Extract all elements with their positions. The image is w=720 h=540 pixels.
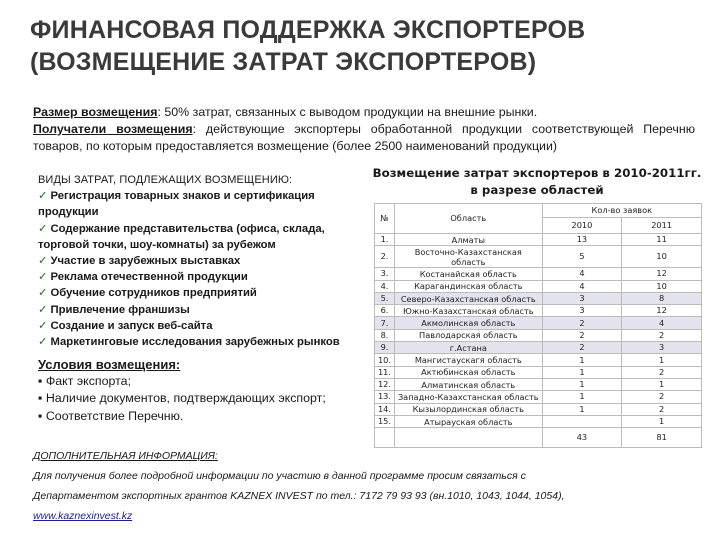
cost-type-item: [38, 318, 368, 334]
row-number-cell: 2.: [375, 246, 395, 268]
row-2011-cell: 1: [622, 354, 702, 366]
row-2010-cell: [542, 415, 622, 427]
cost-type-item: [38, 253, 368, 269]
table-row: [375, 378, 702, 390]
table-row: [375, 268, 702, 280]
total-empty-cell: [394, 428, 542, 448]
row-number-cell: 15.: [375, 415, 395, 427]
condition-item: [38, 390, 358, 407]
intro-block: [33, 104, 695, 155]
cost-type-item: [38, 269, 368, 285]
page-title: [30, 14, 710, 78]
cost-type-label: Реклама отечественной продукции: [50, 271, 248, 284]
row-2011-cell: 2: [622, 403, 702, 415]
row-number-cell: 5.: [375, 292, 395, 304]
row-2011-cell: 11: [622, 234, 702, 246]
row-2010-cell: 4: [542, 268, 622, 280]
row-2010-cell: 2: [542, 342, 622, 354]
title-line-2: (ВОЗМЕЩЕНИЕ ЗАТРАТ ЭКСПОРТЕРОВ): [30, 48, 537, 76]
recipients-label: Получатели возмещения: [33, 122, 193, 136]
table-row: [375, 329, 702, 341]
column-header-2011: 2011: [622, 218, 702, 234]
row-2010-cell: 3: [542, 305, 622, 317]
condition-label: Наличие документов, подтверждающих экспорт;: [45, 391, 326, 406]
additional-info-heading: ДОПОЛНИТЕЛЬНАЯ ИНФОРМАЦИЯ:: [33, 450, 218, 462]
column-header-applications: Кол-во заявок: [542, 204, 701, 218]
reimbursement-recipients: [33, 121, 695, 155]
cost-types-list: [38, 172, 368, 350]
bullet-icon: ▪: [38, 374, 43, 389]
row-2011-cell: 12: [622, 305, 702, 317]
table-row: [375, 317, 702, 329]
checkmark-icon: ✓: [38, 222, 48, 235]
row-2011-cell: 2: [622, 329, 702, 341]
column-header-number: №: [375, 204, 395, 234]
checkmark-icon: ✓: [38, 319, 48, 332]
table-row: [375, 246, 702, 268]
row-number-cell: 1.: [375, 234, 395, 246]
table-row: [375, 403, 702, 415]
row-number-cell: 10.: [375, 354, 395, 366]
additional-info: [33, 446, 703, 526]
checkmark-icon: ✓: [38, 287, 48, 300]
cost-type-item: [38, 188, 368, 220]
row-number-cell: 14.: [375, 403, 395, 415]
total-2011: 81: [622, 428, 702, 448]
row-2011-cell: 2: [622, 391, 702, 403]
row-region-cell: Кызылординская область: [394, 403, 542, 415]
row-number-cell: 13.: [375, 391, 395, 403]
additional-info-line-2: Департаментом экспортных грантов KAZNEX INVEST по тел.: 7172 79 93 93 (вн.1010, 1043, 1044, 1054),: [33, 490, 565, 502]
table-title-line-1: Возмещение затрат экспортеров в 2010-2011гг.: [372, 166, 702, 180]
table-row: [375, 280, 702, 292]
row-region-cell: Западно-Казахстанская область: [394, 391, 542, 403]
row-2010-cell: 1: [542, 391, 622, 403]
checkmark-icon: ✓: [38, 255, 48, 268]
additional-info-line-1: Для получения более подробной информации по участию в данной программе просим связаться с: [33, 470, 526, 482]
row-2011-cell: 3: [622, 342, 702, 354]
table-row: [375, 354, 702, 366]
bullet-icon: ▪: [38, 391, 43, 406]
applications-table: [374, 203, 702, 448]
bullet-icon: ▪: [38, 408, 43, 423]
row-region-cell: Актюбинская область: [394, 366, 542, 378]
row-2011-cell: 8: [622, 292, 702, 304]
condition-item: [38, 408, 358, 425]
cost-type-label: Участие в зарубежных выставках: [50, 255, 241, 268]
row-number-cell: 7.: [375, 317, 395, 329]
cost-type-item: [38, 285, 368, 301]
checkmark-icon: ✓: [38, 271, 48, 284]
row-2011-cell: 10: [622, 246, 702, 268]
row-region-cell: Костанайская область: [394, 268, 542, 280]
cost-type-item: [38, 302, 368, 318]
cost-types-heading: ВИДЫ ЗАТРАТ, ПОДЛЕЖАЩИХ ВОЗМЕЩЕНИЮ:: [38, 174, 293, 186]
cost-type-label: Содержание представительства (офиса, склада, торговой точки, шоу-комнаты) за рубежом: [38, 222, 325, 251]
table-row: [375, 342, 702, 354]
cost-type-item: [38, 334, 368, 350]
row-region-cell: г.Астана: [394, 342, 542, 354]
row-number-cell: 12.: [375, 378, 395, 390]
checkmark-icon: ✓: [38, 336, 48, 349]
row-2010-cell: 1: [542, 366, 622, 378]
table-row: [375, 415, 702, 427]
table-total-row: [375, 428, 702, 448]
conditions-block: [38, 356, 358, 425]
total-2010: 43: [542, 428, 622, 448]
row-2010-cell: 5: [542, 246, 622, 268]
row-region-cell: Карагандинская область: [394, 280, 542, 292]
table-title: [372, 165, 702, 199]
row-2010-cell: 2: [542, 317, 622, 329]
row-region-cell: Южно-Казахстанская область: [394, 305, 542, 317]
conditions-title: Условия возмещения:: [38, 357, 181, 372]
row-2010-cell: 1: [542, 403, 622, 415]
row-2010-cell: 1: [542, 378, 622, 390]
column-header-2010: 2010: [542, 218, 622, 234]
row-number-cell: 8.: [375, 329, 395, 341]
row-region-cell: Восточно-Казахстанская область: [394, 246, 542, 268]
condition-label: Соответствие Перечню.: [45, 408, 184, 423]
table-body: [375, 234, 702, 428]
row-2010-cell: 1: [542, 354, 622, 366]
recipients-text: : действующие экспортеры обработанной продукции соответствующей Перечню товаров, по которым предоставляется возмещение (более 2500 наименований продукции): [33, 122, 696, 153]
column-header-region: Область: [394, 204, 542, 234]
row-region-cell: Северо-Казахстанская область: [394, 292, 542, 304]
table-row: [375, 292, 702, 304]
row-region-cell: Павлодарская область: [394, 329, 542, 341]
reimbursement-size-text: : 50% затрат, связанных с выводом продукции на внешние рынки.: [157, 105, 538, 119]
checkmark-icon: ✓: [38, 190, 48, 203]
checkmark-icon: ✓: [38, 303, 48, 316]
row-region-cell: Акмолинская область: [394, 317, 542, 329]
row-2010-cell: 2: [542, 329, 622, 341]
row-number-cell: 4.: [375, 280, 395, 292]
row-2010-cell: 4: [542, 280, 622, 292]
row-region-cell: Алматы: [394, 234, 542, 246]
row-2011-cell: 4: [622, 317, 702, 329]
row-number-cell: 6.: [375, 305, 395, 317]
row-number-cell: 11.: [375, 366, 395, 378]
row-region-cell: Атырауская область: [394, 415, 542, 427]
title-line-1: ФИНАНСОВАЯ ПОДДЕРЖКА ЭКСПОРТЕРОВ: [30, 16, 586, 44]
row-2011-cell: 1: [622, 415, 702, 427]
cost-type-label: Создание и запуск веб-сайта: [50, 319, 213, 332]
website-link[interactable]: www.kaznexinvest.kz: [33, 510, 133, 522]
row-number-cell: 9.: [375, 342, 395, 354]
condition-label: Факт экспорта;: [45, 374, 132, 389]
row-2011-cell: 2: [622, 366, 702, 378]
row-2010-cell: 3: [542, 292, 622, 304]
table-header-row: [375, 204, 702, 218]
cost-type-label: Регистрация товарных знаков и сертификация продукции: [38, 190, 315, 219]
reimbursement-size: [33, 104, 695, 121]
row-2011-cell: 1: [622, 378, 702, 390]
table-row: [375, 366, 702, 378]
cost-type-label: Маркетинговые исследования зарубежных рынков: [50, 336, 340, 349]
condition-item: [38, 373, 358, 390]
table-title-line-2: в разрезе областей: [470, 183, 604, 197]
cost-type-label: Привлечение франшизы: [50, 303, 190, 316]
cost-type-label: Обучение сотрудников предприятий: [50, 287, 257, 300]
table-row: [375, 305, 702, 317]
table-row: [375, 391, 702, 403]
total-empty-cell: [375, 428, 395, 448]
table-row: [375, 234, 702, 246]
row-2010-cell: 13: [542, 234, 622, 246]
row-2011-cell: 12: [622, 268, 702, 280]
row-number-cell: 3.: [375, 268, 395, 280]
row-2011-cell: 10: [622, 280, 702, 292]
row-region-cell: Алматинская область: [394, 378, 542, 390]
row-region-cell: Мангистаускагя область: [394, 354, 542, 366]
cost-type-item: [38, 221, 368, 253]
reimbursement-size-label: Размер возмещения: [33, 105, 158, 119]
